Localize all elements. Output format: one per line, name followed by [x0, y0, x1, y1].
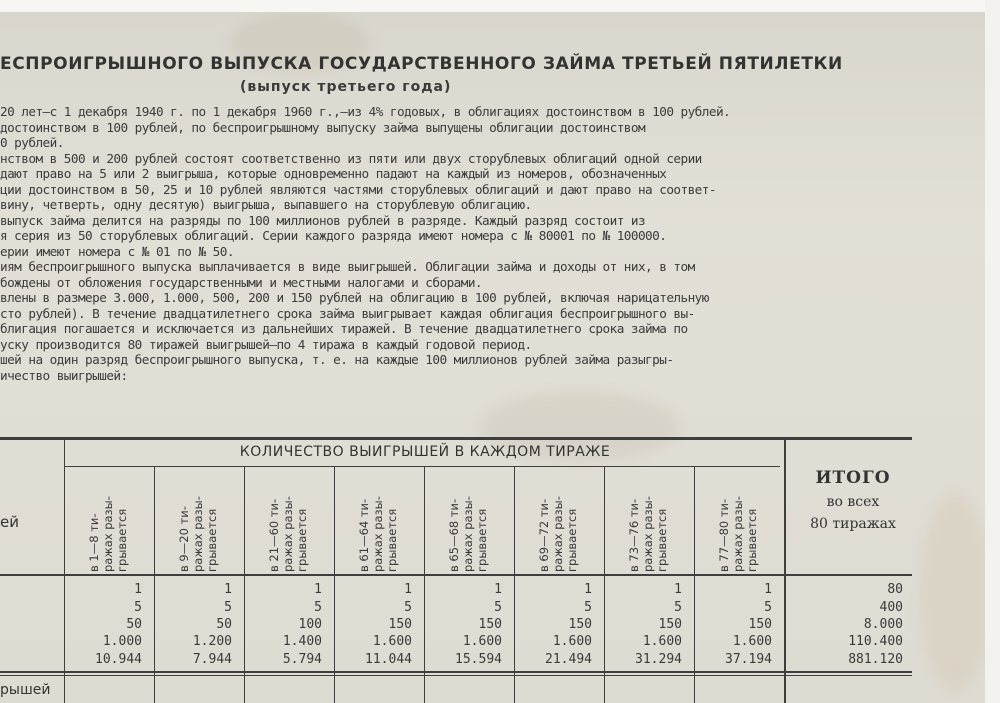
table-cell: 150 — [568, 617, 592, 632]
paragraph-line: бождены от обложения государственными и местными налогами и сборами. — [0, 274, 483, 290]
total-header-line1: ИТОГО — [815, 468, 891, 488]
table-cell: 100 — [298, 617, 322, 632]
table-cell: 1 — [584, 582, 592, 597]
body-bottom-rule — [0, 671, 912, 673]
group-header-rule — [64, 466, 780, 467]
column-header — [245, 472, 335, 572]
column-header-line: грывается — [115, 508, 129, 572]
total-header-line2: во всех — [826, 494, 880, 510]
column-header-text — [357, 472, 417, 572]
paragraph-line: иям беспроигрышного выпуска выплачивается в виде выигрышей. Облигации займа и доходы от них, в том — [0, 259, 695, 274]
column-header-line: ражах разы- — [551, 496, 565, 572]
table-top-rule — [0, 437, 912, 440]
paragraph-line: влены в размере 3.000, 1.000, 500, 200 и 150 рублей на облигацию в 100 рублей, включая нарицательную — [0, 290, 709, 305]
document-subtitle: (выпуск третьего года) — [240, 79, 452, 95]
column-header-text — [627, 472, 687, 572]
total-header — [788, 468, 918, 532]
column-header-line: в 65—68 ти- — [447, 498, 461, 572]
column-header-line: в 1—8 ти- — [87, 513, 101, 572]
column-header-line: в 73—76 ти- — [627, 498, 641, 572]
body-bottom-rule-thin — [0, 675, 912, 676]
table-cell: 1 — [134, 582, 142, 597]
table-cell: 1.600 — [552, 634, 592, 649]
table-cell: 5 — [584, 600, 592, 615]
column-header-line: ражах разы- — [191, 496, 205, 572]
column-header-line: грывается — [655, 508, 669, 572]
table-cell: 11.044 — [365, 652, 412, 667]
column-header — [65, 472, 155, 572]
table-cell: 1 — [494, 582, 502, 597]
column-header — [695, 472, 785, 572]
paragraph-line: сто рублей). В течение двадцатилетнего срока займа выигрывает каждая облигация беспроигрышного вы- — [0, 305, 695, 321]
table-cell: 5 — [674, 600, 682, 615]
table-cell: 1 — [314, 582, 322, 597]
table-cell: 7.944 — [192, 652, 232, 667]
document-title: ЕСПРОИГРЫШНОГО ВЫПУСКА ГОСУДАРСТВЕННОГО ЗАЙМА ТРЕТЬЕЙ ПЯТИЛЕТКИ — [0, 54, 843, 74]
column-header-line: в 61—64 ти- — [357, 498, 371, 572]
column-header-line: в 77—80 ти- — [717, 498, 731, 572]
table-cell: 5 — [314, 600, 322, 615]
paragraph-line: 0 рублей. — [0, 135, 64, 150]
table-cell: 150 — [388, 617, 412, 632]
total-cell: 8.000 — [863, 617, 903, 632]
column-header-line: ражах разы- — [101, 496, 115, 572]
table-cell: 5.794 — [282, 652, 322, 667]
table-cell: 150 — [658, 617, 682, 632]
paragraph-line: ичество выигрышей: — [0, 367, 128, 383]
table-cell: 5 — [764, 600, 772, 615]
column-header-text — [267, 472, 327, 572]
left-header-fragment: ей — [0, 513, 19, 531]
total-cell: 110.400 — [848, 634, 903, 649]
paragraph-line: ерии имеют номера с № 01 по № 50. — [0, 243, 234, 259]
column-header-line: ражах разы- — [461, 496, 475, 572]
paragraph-line: вину, четверть, одну десятую) выигрыша, выпавшего на сторублевую облигацию. — [0, 197, 532, 212]
column-header-line: ражах разы- — [641, 496, 655, 572]
paragraph-line: уску производится 80 тиражей выигрышей—по 4 тиража в каждый годовой период. — [0, 336, 532, 352]
total-header-line3: 80 тиражах — [810, 516, 896, 532]
column-header-text — [717, 472, 777, 572]
table-cell: 1.600 — [462, 634, 502, 649]
table-cell: 5 — [494, 600, 502, 615]
table-cell: 1 — [764, 582, 772, 597]
column-header-text — [537, 472, 597, 572]
table-cell: 1.600 — [372, 634, 412, 649]
paragraph-line: выпуск займа делится на разряды по 100 миллионов рублей в разряде. Каждый разряд состоит из — [0, 212, 646, 228]
column-header-text — [87, 472, 147, 572]
column-header — [155, 472, 245, 572]
table-cell: 1.000 — [102, 634, 142, 649]
column-header-line: грывается — [295, 508, 309, 572]
column-header-line: грывается — [205, 508, 219, 572]
table-cell: 1.400 — [282, 634, 322, 649]
total-cell: 881.120 — [848, 652, 903, 667]
table-cell: 10.944 — [95, 652, 142, 667]
column-header-line: грывается — [565, 508, 579, 572]
column-header — [605, 472, 695, 572]
paragraph-line: нством в 500 и 200 рублей состоят соответственно из пяти или двух сторублевых облигаций одной серии — [0, 150, 702, 166]
total-cell: 80 — [887, 582, 903, 597]
table-cell: 1 — [404, 582, 412, 597]
table-cell: 1.600 — [642, 634, 682, 649]
column-header-line: грывается — [475, 508, 489, 572]
group-header: КОЛИЧЕСТВО ВЫИГРЫШЕЙ В КАЖДОМ ТИРАЖЕ — [239, 444, 611, 460]
bottom-row-label: рышей — [0, 682, 51, 698]
column-header-line: ражах разы- — [281, 496, 295, 572]
table-cell: 1.600 — [732, 634, 772, 649]
paragraph-line: шей на один разряд беспроигрышного выпуска, т. е. на каждые 100 миллионов рублей займа разыгры- — [0, 352, 674, 367]
scan-border-top — [0, 0, 1000, 12]
table-cell: 5 — [404, 600, 412, 615]
table-cell: 1.200 — [192, 634, 232, 649]
total-cell: 400 — [879, 600, 903, 615]
column-header-line: в 9—20 ти- — [177, 506, 191, 572]
column-header — [515, 472, 605, 572]
table-cell: 150 — [478, 617, 502, 632]
column-header-text — [447, 472, 507, 572]
column-header — [335, 472, 425, 572]
paragraph-line: ции достоинством в 50, 25 и 10 рублей являются частями сторублевых облигаций и дают право на соответ- — [0, 181, 716, 197]
scan-border-right — [985, 0, 1000, 703]
paragraph-line: достоинством в 100 рублей, по беспроигрышному выпуску займа выпущены облигации достоинством — [0, 119, 646, 135]
column-header-line: в 21—60 ти- — [267, 498, 281, 572]
column-header-line: ражах разы- — [371, 496, 385, 572]
table-cell: 50 — [126, 617, 142, 632]
terms-paragraphs — [0, 104, 912, 383]
paragraph-line: 20 лет—с 1 декабря 1940 г. по 1 декабря 1960 г.,—из 4% годовых, в облигациях достоинством в 100 рублей. — [0, 104, 731, 119]
column-header-line: грывается — [745, 508, 759, 572]
table-cell: 31.294 — [635, 652, 682, 667]
paragraph-line: я серия из 50 сторублевых облигаций. Серии каждого разряда имеют номера с № 80001 по № 100000. — [0, 228, 667, 243]
table-cell: 50 — [216, 617, 232, 632]
column-header-line: грывается — [385, 508, 399, 572]
column-header — [425, 472, 515, 572]
table-cell: 15.594 — [455, 652, 502, 667]
table-cell: 5 — [224, 600, 232, 615]
column-header-line: в 69—72 ти- — [537, 498, 551, 572]
paragraph-line: дают право на 5 или 2 выигрыша, которые одновременно падают на каждый из номеров, обозначенных — [0, 166, 667, 181]
table-cell: 5 — [134, 600, 142, 615]
paper-stain — [920, 492, 985, 692]
column-header-line: ражах разы- — [731, 496, 745, 572]
header-bottom-rule — [0, 574, 912, 576]
table-cell: 150 — [748, 617, 772, 632]
table-cell: 37.194 — [725, 652, 772, 667]
table-cell: 1 — [224, 582, 232, 597]
table-cell: 1 — [674, 582, 682, 597]
paragraph-line: блигация погашается и исключается из дальнейших тиражей. В течение двадцатилетнего срока займа по — [0, 321, 688, 336]
table-cell: 21.494 — [545, 652, 592, 667]
column-header-text — [177, 472, 237, 572]
